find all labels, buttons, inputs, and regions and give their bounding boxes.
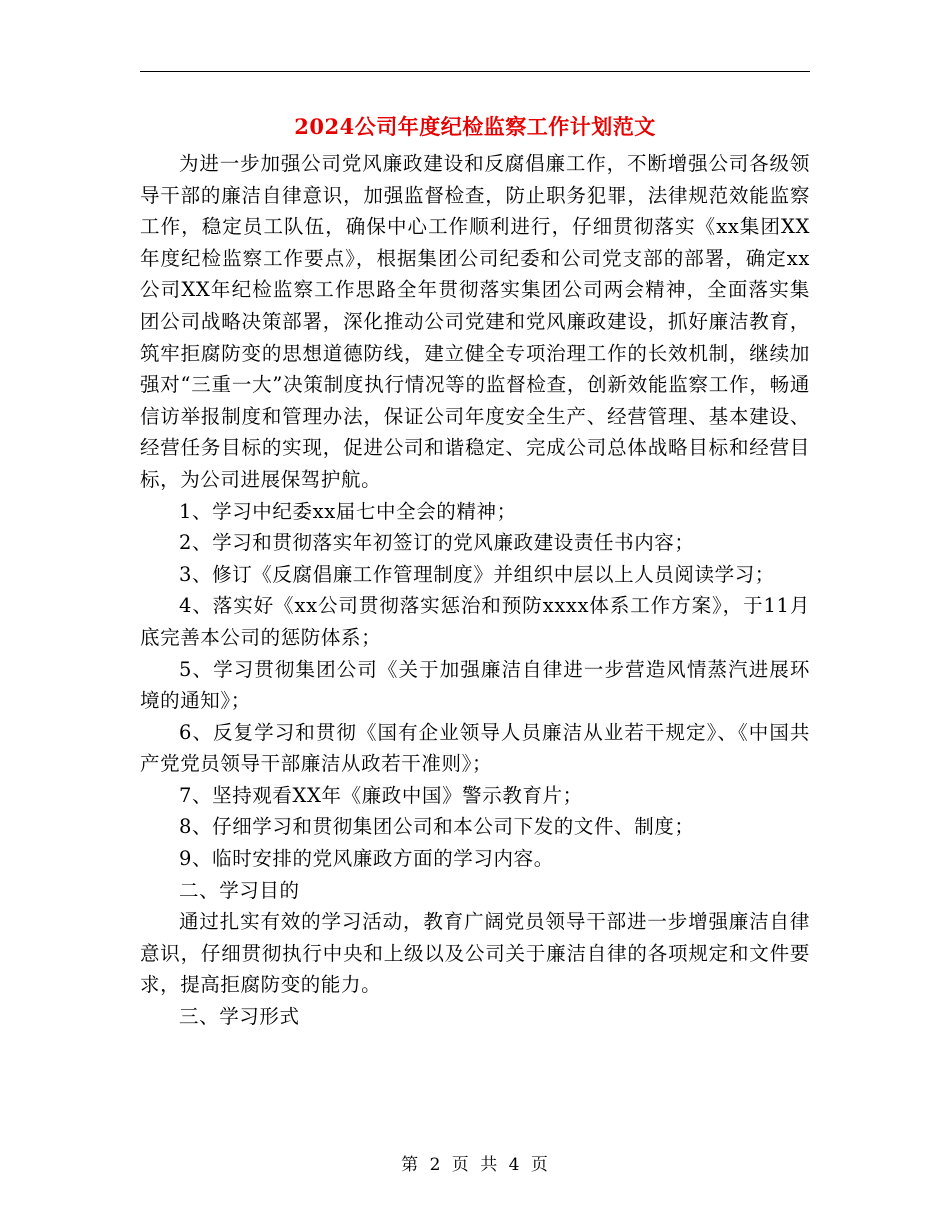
list-item-1: 1、学习中纪委xx届七中全会的精神； [179,499,517,523]
list-item-3: 3、修订《反腐倡廉工作管理制度》并组织中层以上人员阅读学习； [179,562,775,586]
list-item-7: 7、坚持观看XX年《廉政中国》警示教育片； [179,783,583,807]
document-body [140,148,810,1033]
section-heading-purpose: 二、学习目的 [179,878,300,902]
paragraph-purpose: 通过扎实有效的学习活动，教育广阔党员领导干部进一步增强廉洁自律意识，仔细贯彻执行中央和上级以及公司关于廉洁自律的各项规定和文件要求，提高拒腐防变的能力。 [140,910,810,997]
page-number: 第 2 页 共 4 页 [401,1155,549,1175]
list-item-6: 6、反复学习和贯彻《国有企业领导人员廉洁从业若干规定》、《中国共产党党员领导干部廉洁从政若干准则》； [140,720,810,776]
section-heading-format: 三、学习形式 [179,1005,300,1029]
list-item-8: 8、仔细学习和贯彻集团公司和本公司下发的文件、制度； [179,815,695,839]
list-item-2: 2、学习和贯彻落实年初签订的党风廉政建设责任书内容； [179,531,695,555]
list-item-5: 5、学习贯彻集团公司《关于加强廉洁自律进一步营造风情蒸汽进展环境的通知》； [140,657,810,713]
header-rule [140,71,810,72]
paragraph-intro: 为进一步加强公司党风廉政建设和反腐倡廉工作，不断增强公司各级领导干部的廉洁自律意识，加强监督检查，防止职务犯罪，法律规范效能监察工作，稳定员工队伍，确保中心工作顺利进行，仔细贯彻落实《xx集团XX年度纪检监察工作要点》，根据集团公司纪委和公司党支部的部署，确定xx公司XX年纪检监察工作思路全年贯彻落实集团公司两会精神，全面落实集团公司战略决策部署，深化推动公司党建和党风廉政建设，抓好廉洁教育，筑牢拒腐防变的思想道德防线，建立健全专项治理工作的长效机制，继续加强对“三重一大”决策制度执行情况等的监督检查，创新效能监察工作，畅通信访举报制度和管理办法，保证公司年度安全生产、经营管理、基本建设、经营任务目标的实现，促进公司和谐稳定、完成公司总体战略目标和经营目标，为公司进展保驾护航。 [140,152,810,491]
list-item-4: 4、落实好《xx公司贯彻落实惩治和预防xxxx体系工作方案》，于11月底完善本公司的惩防体系； [140,594,810,649]
list-item-9: 9、临时安排的党风廉政方面的学习内容。 [179,847,554,871]
document-title: 2024公司年度纪检监察工作计划范文 [294,114,656,139]
